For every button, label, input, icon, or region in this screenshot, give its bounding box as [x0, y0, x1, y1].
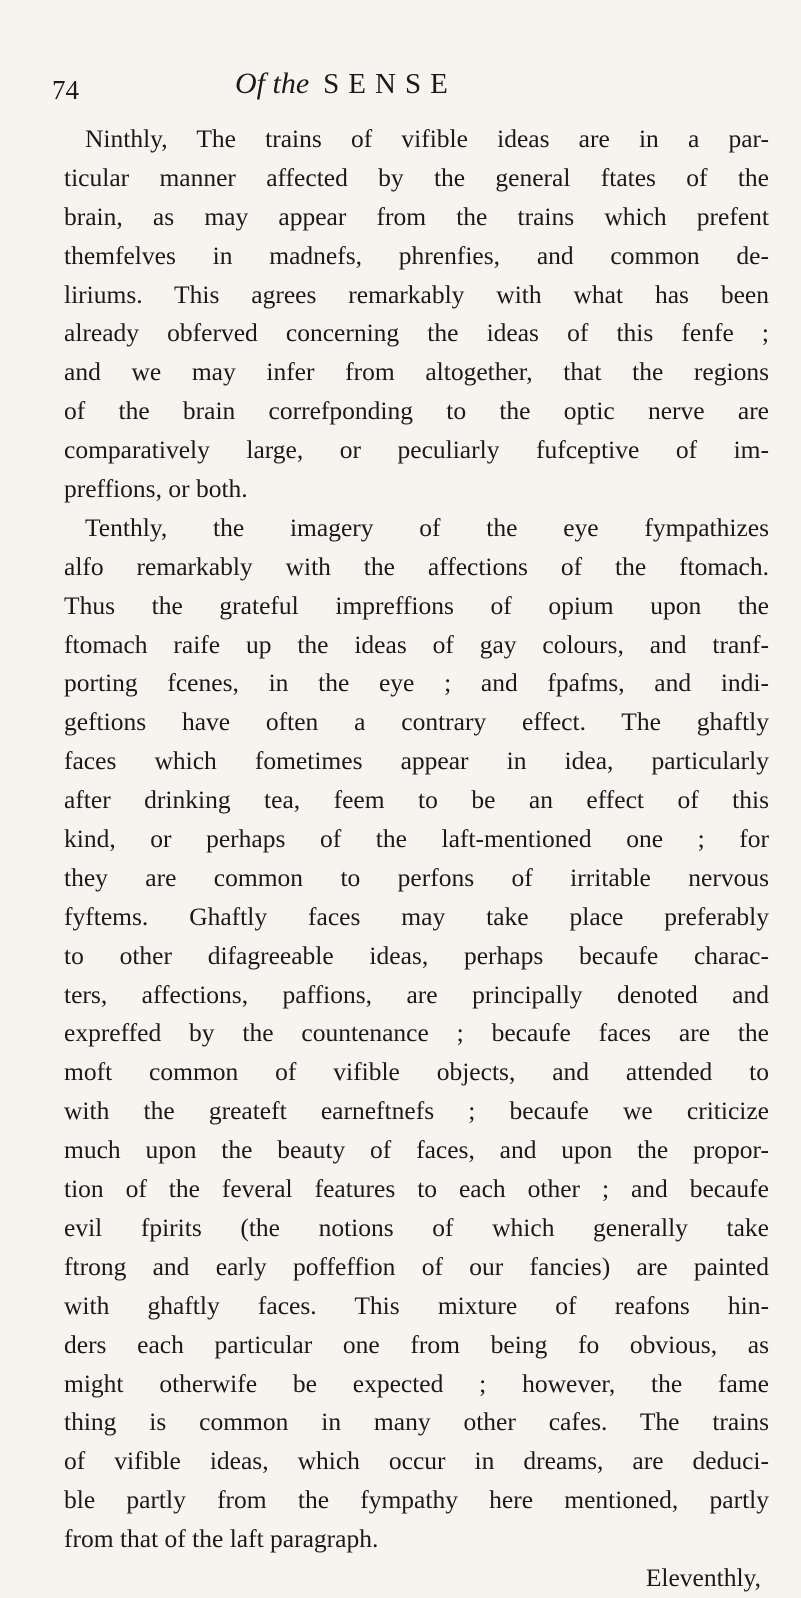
text-line: thing is common in many other cafes. The trains: [64, 1407, 769, 1437]
text-line: ftrong and early poffeffion of our fancies) are painted: [64, 1251, 769, 1281]
text-line: moft common of vifible objects, and attended to: [64, 1057, 769, 1087]
text-line: of the brain correfponding to the optic nerve are: [64, 396, 769, 426]
text-line: geftions have often a contrary effect. The ghaftly: [64, 707, 769, 737]
text-line: of vifible ideas, which occur in dreams, are deduci-: [64, 1446, 769, 1476]
text-line: faces which fometimes appear in idea, particularly: [64, 746, 769, 776]
text-line: Tenthly, the imagery of the eye fympathizes: [85, 512, 769, 542]
text-line: might otherwife be expected ; however, the fame: [64, 1368, 769, 1398]
text-line: they are common to perfons of irritable nervous: [64, 862, 769, 892]
text-line: Thus the grateful impreffions of opium upon the: [64, 590, 769, 620]
text-line: ftomach raife up the ideas of gay colours, and tranf-: [64, 629, 769, 659]
text-line: and we may infer from altogether, that the regions: [64, 357, 769, 387]
text-line: preffions, or both.: [64, 474, 248, 504]
text-line: themfelves in madnefs, phrenfies, and common de-: [64, 240, 769, 270]
text-line: brain, as may appear from the trains which prefent: [64, 201, 769, 231]
text-line: ders each particular one from being fo obvious, as: [64, 1329, 769, 1359]
text-line: Ninthly, The trains of vifible ideas are in a par-: [85, 124, 769, 153]
text-line: kind, or perhaps of the laft-mentioned one ; for: [64, 824, 769, 854]
running-title-italic: Of the: [235, 67, 310, 100]
text-line: expreffed by the countenance ; becaufe faces are the: [64, 1018, 769, 1048]
text-line: ble partly from the fympathy here mentioned, partly: [64, 1485, 769, 1515]
text-line: from that of the laft paragraph.: [64, 1524, 379, 1554]
page-number: 74: [52, 75, 79, 105]
catchword: Eleventhly,: [645, 1562, 761, 1592]
body-text: [64, 120, 769, 1598]
text-line: with ghaftly faces. This mixture of reafons hin-: [64, 1290, 769, 1320]
text-line: ticular manner affected by the general ftates of the: [64, 162, 769, 192]
text-line: tion of the feveral features to each other ; and becaufe: [64, 1174, 769, 1204]
text-line: to other difagreeable ideas, perhaps becaufe charac-: [64, 940, 769, 970]
running-head: [52, 60, 752, 108]
running-title-caps: SENSE: [323, 68, 457, 100]
text-line: ters, affections, paffions, are principally denoted and: [64, 979, 769, 1009]
text-line: liriums. This agrees remarkably with what has been: [64, 279, 769, 309]
text-line: comparatively large, or peculiarly fufceptive of im-: [64, 435, 769, 465]
text-line: much upon the beauty of faces, and upon the propor-: [64, 1135, 769, 1165]
running-title: [235, 60, 457, 108]
text-line: alfo remarkably with the affections of the ftomach.: [64, 551, 769, 581]
text-line: already obferved concerning the ideas of this fenfe ;: [64, 318, 769, 348]
text-line: after drinking tea, feem to be an effect of this: [64, 785, 769, 815]
text-line: porting fcenes, in the eye ; and fpafms, and indi-: [64, 668, 769, 698]
text-line: with the greateft earneftnefs ; becaufe we criticize: [64, 1096, 769, 1126]
text-line: evil fpirits (the notions of which generally take: [64, 1212, 769, 1242]
text-line: fyftems. Ghaftly faces may take place preferably: [64, 901, 769, 931]
